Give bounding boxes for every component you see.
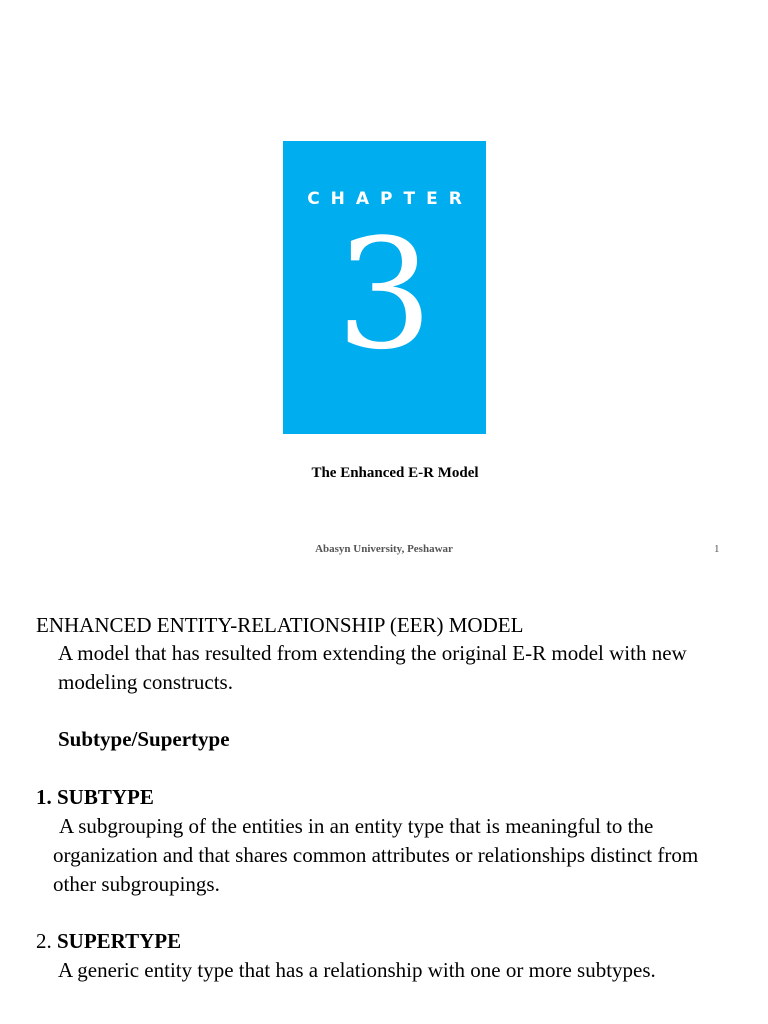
- slide-2: [0, 582, 768, 1024]
- subtype-supertype-heading: Subtype/Supertype: [58, 727, 230, 751]
- chapter-label: CHAPTER: [307, 189, 473, 209]
- subtype-label: SUBTYPE: [57, 785, 154, 809]
- page-number: 1: [714, 543, 720, 555]
- footer-institution: Abasyn University, Peshawar: [315, 543, 453, 555]
- supertype-heading: [36, 927, 181, 956]
- subtype-definition: A subgrouping of the entities in an entity type that is meaningful to the organization and that shares common attributes or relationships distinct from other subgroupings.: [53, 814, 699, 896]
- supertype-label: SUPERTYPE: [57, 929, 182, 953]
- chapter-number: 3: [336, 206, 433, 383]
- chapter-title: The Enhanced E-R Model: [311, 465, 479, 481]
- section-heading: ENHANCED ENTITY-RELATIONSHIP (EER) MODEL: [36, 613, 524, 637]
- subtype-number: 1.: [36, 785, 52, 809]
- supertype-number: 2.: [36, 929, 52, 953]
- chapter-badge: [283, 141, 486, 434]
- intro-paragraph: A model that has resulted from extending the original E-R model with new modeling constructs.: [58, 641, 687, 694]
- subtype-heading: [36, 783, 154, 812]
- supertype-definition: A generic entity type that has a relationship with one or more subtypes.: [58, 958, 656, 982]
